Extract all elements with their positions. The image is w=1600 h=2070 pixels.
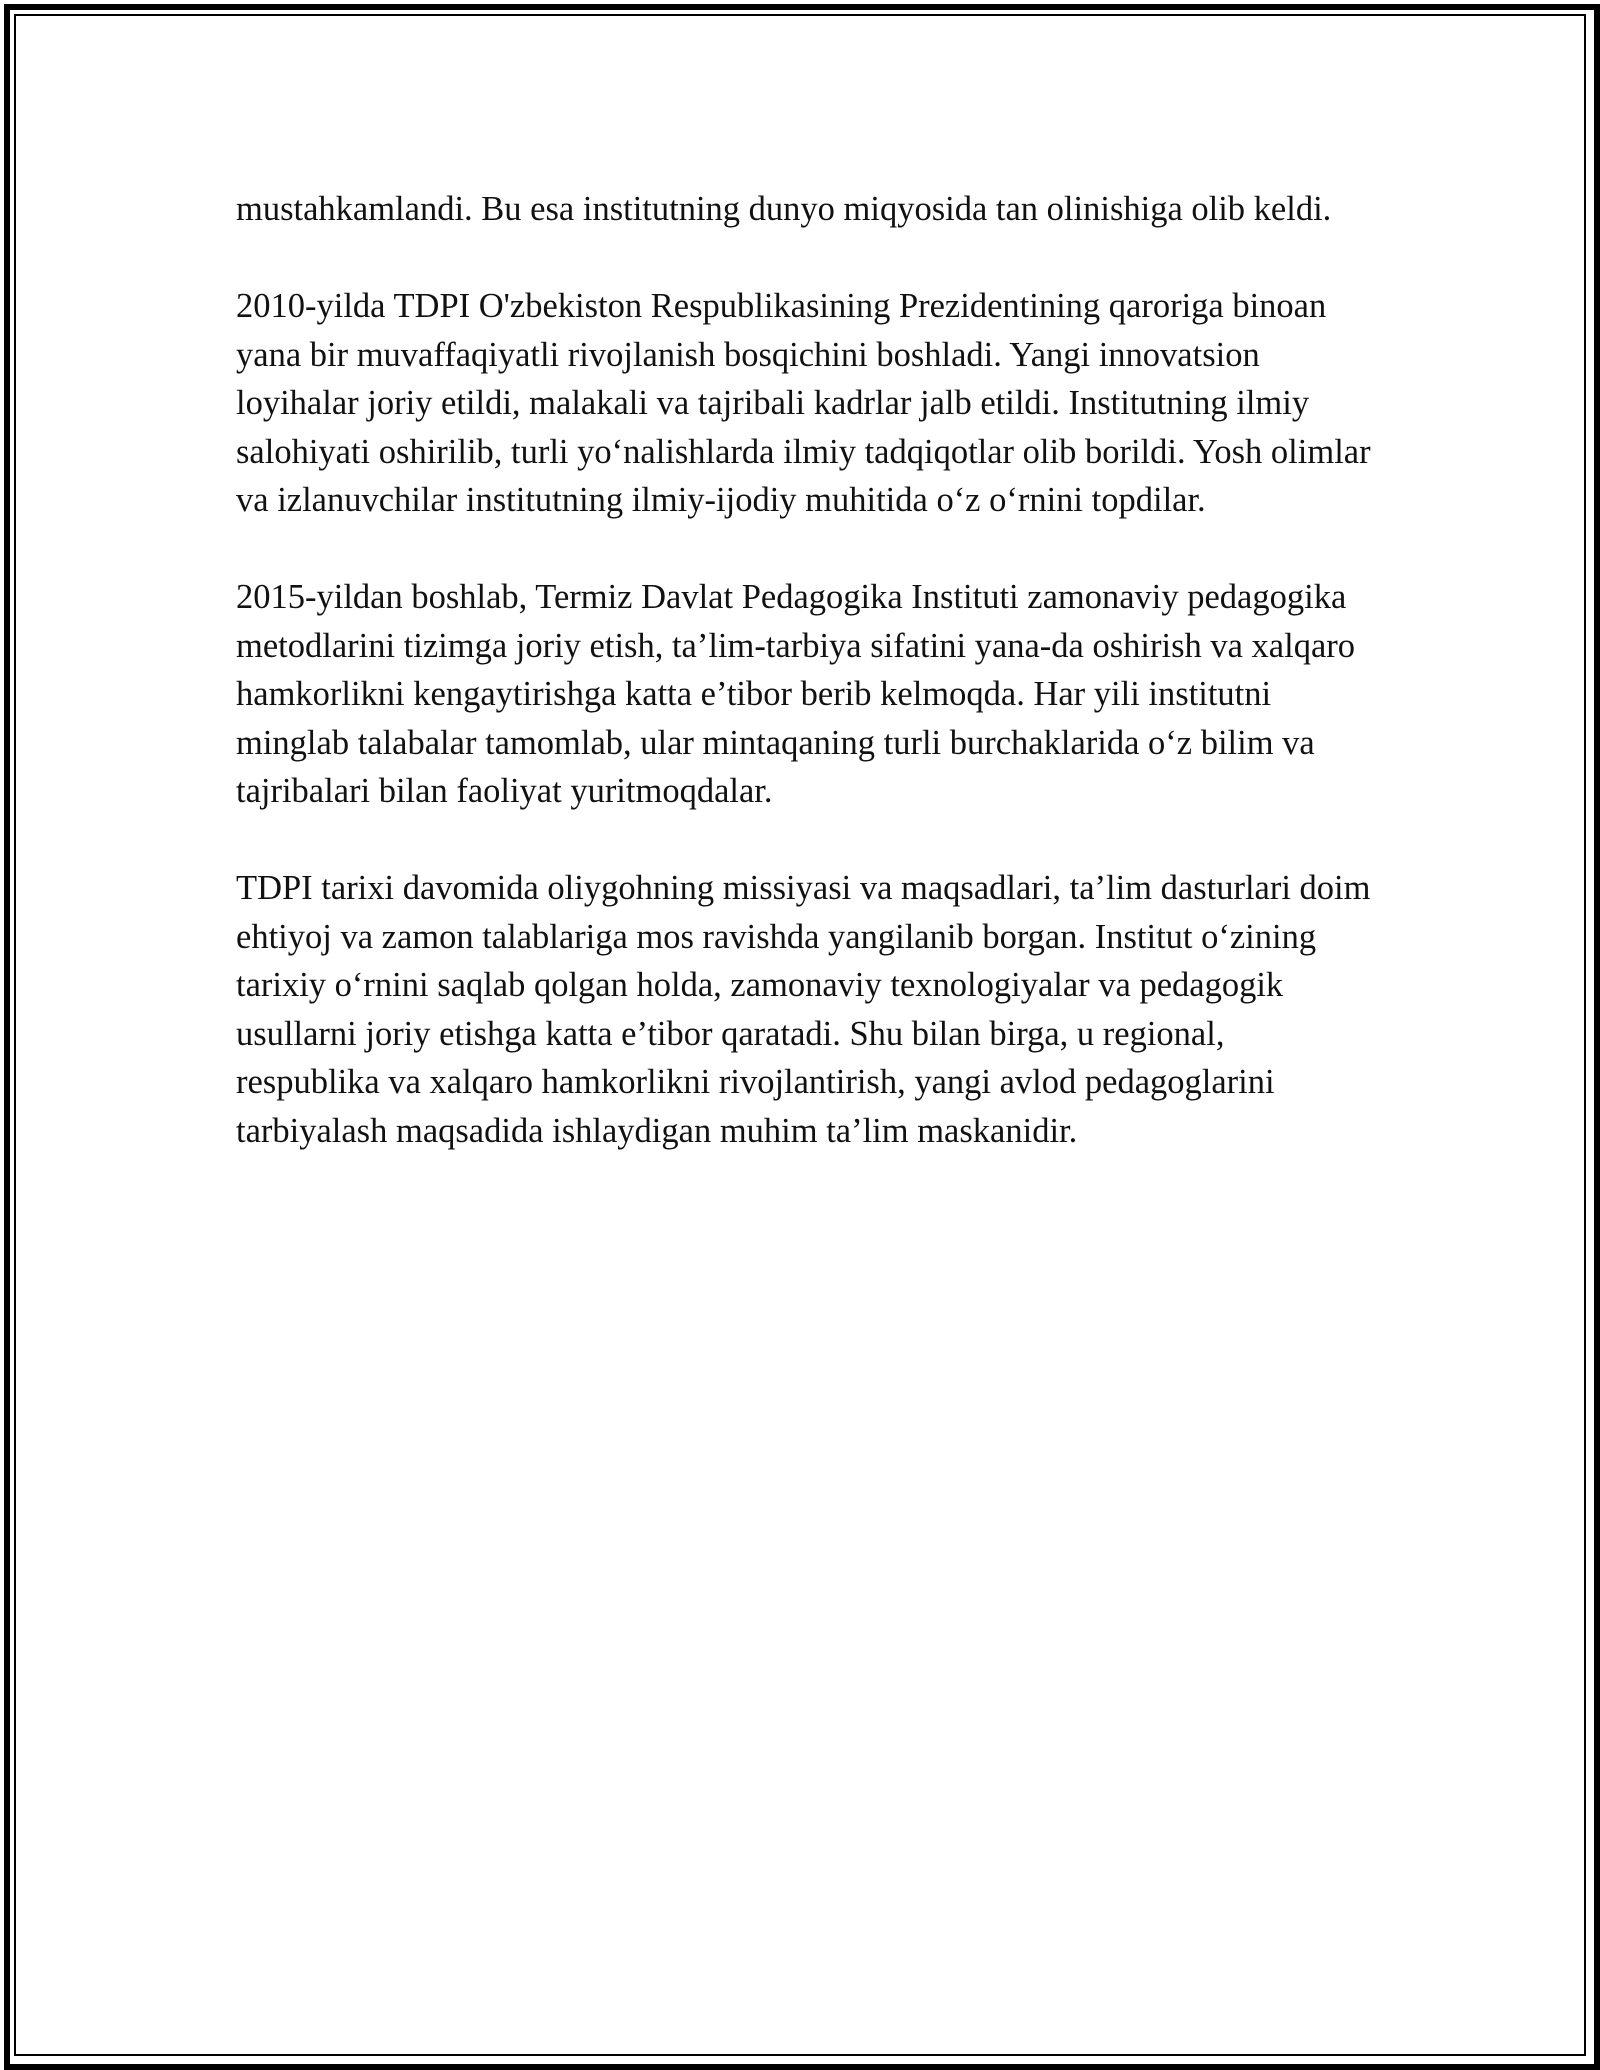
paragraph-2: 2010-yilda TDPI O'zbekiston Respublikasining Prezidentining qaroriga binoan yana bir muvaffaqiyatli rivojlanish bosqichini boshladi. Yangi innovatsion loyihalar joriy etildi, malakali va tajribali kadrlar jalb etildi. Institutning ilmiy salohiyati oshirilib, turli yoʻnalishlarda ilmiy tadqiqotlar olib borildi. Yosh olimlar va izlanuvchilar institutning ilmiy-ijodiy muhitida oʻz oʻrnini topdilar.: [236, 287, 1371, 519]
document-body: [236, 185, 1376, 1204]
paragraph-1: mustahkamlandi. Bu esa institutning dunyo miqyosida tan olinishiga olib keldi.: [236, 190, 1332, 228]
paragraph-3: 2015-yildan boshlab, Termiz Davlat Pedagogika Instituti zamonaviy pedagogika metodlarini tizimga joriy etish, ta’lim-tarbiya sifatini yana-da oshirish va xalqaro hamkorlikni kengaytirishga katta e’tibor berib kelmoqda. Har yili institutni minglab talabalar tamomlab, ular mintaqaning turli burchaklarida oʻz bilim va tajribalari bilan faoliyat yuritmoqdalar.: [236, 578, 1356, 810]
paragraph-4: TDPI tarixi davomida oliygohning missiyasi va maqsadlari, ta’lim dasturlari doim ehtiyoj va zamon talablariga mos ravishda yangilanib borgan. Institut oʻzining tarixiy oʻrnini saqlab qolgan holda, zamonaviy texnologiyalar va pedagogik usullarni joriy etishga katta e’tibor qaratadi. Shu bilan birga, u regional, respublika va xalqaro hamkorlikni rivojlantirish, yangi avlod pedagoglarini tarbiyalash maqsadida ishlaydigan muhim ta’lim maskanidir.: [236, 869, 1371, 1150]
